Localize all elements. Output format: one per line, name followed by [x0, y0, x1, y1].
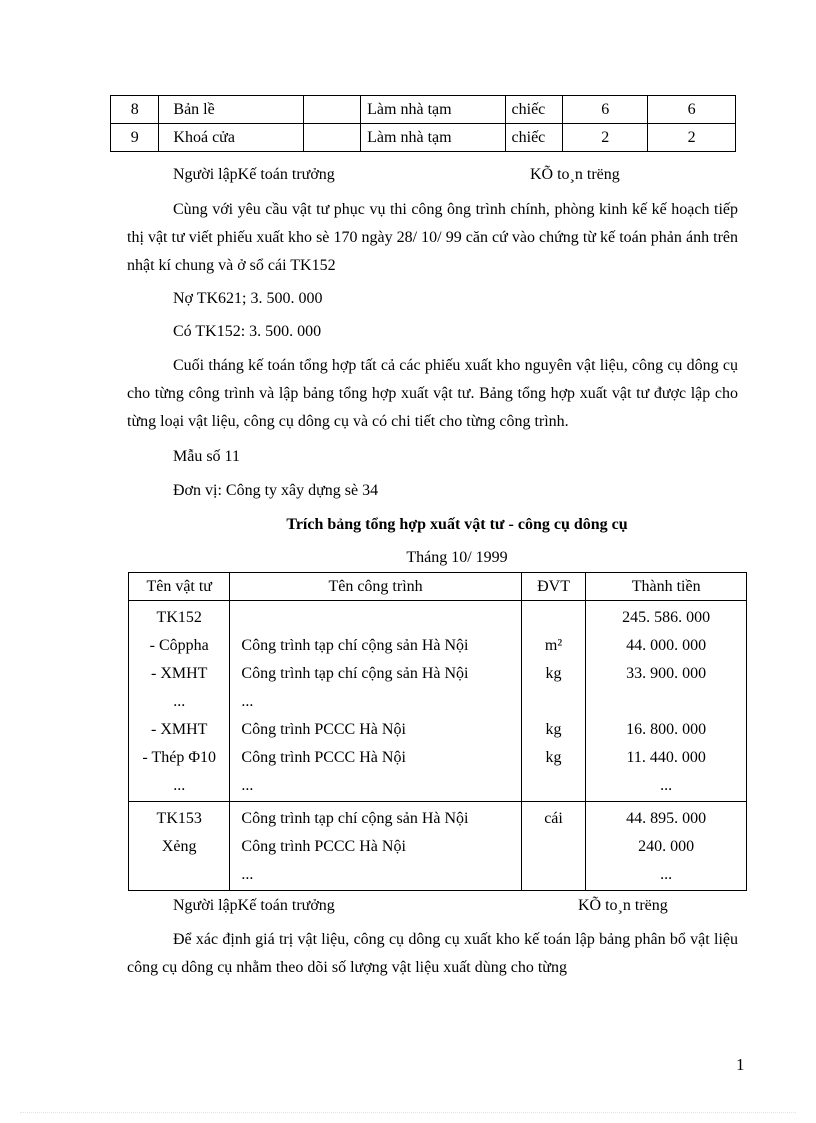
summary-line-project: Công trình PCCC Hà Nội: [241, 749, 406, 766]
cell-no: 9: [111, 124, 159, 152]
summary-line-item: ...: [173, 693, 186, 710]
summary-line-item: [129, 861, 229, 889]
summary-line-project: ...: [241, 693, 254, 710]
summary-cell-project: [230, 802, 521, 891]
summary-line-unit: [522, 688, 586, 716]
summary-table-body: [129, 601, 747, 891]
cell-q1: 2: [563, 124, 648, 152]
cell-q2: 6: [648, 96, 736, 124]
summary-line-item: - Thép Φ10: [142, 749, 217, 766]
summary-line-item: TK153: [156, 810, 202, 827]
summary-cell-unit: [521, 601, 586, 802]
signature-left-1: Người lậpKế toán trưởng: [173, 166, 335, 183]
summary-table-subtitle: Tháng 10/ 1999: [406, 549, 508, 566]
entry-debit: Nợ TK621; 3. 500. 000: [173, 290, 323, 307]
cell-name: Khoá cửa: [159, 124, 304, 152]
summary-line-project: [241, 604, 520, 632]
signature-right-1: KÕ to¸n trëng: [530, 166, 620, 183]
entry-credit: Có TK152: 3. 500. 000: [173, 323, 322, 340]
cell-unit: chiếc: [505, 124, 563, 152]
summary-line-item: - XMHT: [150, 721, 208, 738]
summary-line-amount: [586, 688, 746, 716]
header-amount: Thành tiền: [586, 573, 747, 601]
summary-line-project: Công trình PCCC Hà Nội: [241, 721, 406, 738]
summary-group-row: [129, 802, 747, 891]
summary-line-unit: [522, 833, 586, 861]
summary-line-unit: kg: [545, 721, 562, 738]
summary-line-item: - Côppha: [149, 637, 209, 654]
summary-line-unit: cái: [544, 810, 563, 827]
cell-name: Bản lề: [159, 96, 304, 124]
header-project: Tên công trình: [230, 573, 521, 601]
summary-cell-amount: [586, 802, 747, 891]
summary-cell-item: [129, 802, 230, 891]
paragraph-monthly-summary: Cuối tháng kế toán tổng hợp tất cả các phiếu xuất kho nguyên vật liệu, công cụ dông cụ cho từng công trình và lập bảng tổng hợp xuất vật tư. Bảng tổng hợp xuất vật tư được lập cho từng loại vật liệu, công cụ dông cụ và có chi tiết cho từng công trình.: [127, 357, 738, 430]
cell-blank: [303, 96, 360, 124]
summary-cell-item: [129, 601, 230, 802]
summary-line-amount: 11. 440. 000: [626, 749, 706, 766]
cell-use: Làm nhà tạm: [361, 96, 505, 124]
summary-line-item: TK152: [156, 609, 202, 626]
summary-line-amount: 245. 586. 000: [622, 609, 711, 626]
summary-line-amount: 16. 800. 000: [626, 721, 707, 738]
header-item: Tên vật tư: [129, 573, 230, 601]
summary-line-unit: [522, 604, 586, 632]
summary-line-amount: 44. 000. 000: [626, 637, 707, 654]
summary-cell-amount: [586, 601, 747, 802]
table-row: [111, 124, 736, 152]
materials-table: [110, 95, 736, 152]
summary-table-title: Trích bảng tổng hợp xuất vật tư - công cụ dông cụ: [286, 516, 628, 533]
summary-group-row: [129, 601, 747, 802]
header-unit: ĐVT: [521, 573, 586, 601]
summary-line-amount: 240. 000: [638, 838, 695, 855]
summary-line-project: Công trình tạp chí cộng sản Hà Nội: [241, 665, 469, 682]
summary-line-unit: m²: [544, 637, 563, 654]
table-row: [111, 96, 736, 124]
page-number: 1: [736, 1055, 745, 1074]
cell-q2: 2: [648, 124, 736, 152]
cell-q1: 6: [563, 96, 648, 124]
summary-table: [128, 572, 747, 891]
summary-line-project: Công trình tạp chí cộng sản Hà Nội: [241, 810, 469, 827]
cell-blank: [303, 124, 360, 152]
summary-table-header-row: [129, 573, 747, 601]
summary-line-amount: 44. 895. 000: [626, 810, 707, 827]
summary-line-project: ...: [241, 866, 254, 883]
form-number: Mẫu số 11: [173, 448, 240, 465]
summary-line-amount: ...: [660, 777, 673, 794]
summary-line-unit: [522, 861, 586, 889]
summary-cell-unit: [521, 802, 586, 891]
paragraph-allocation: Để xác định giá trị vật liệu, công cụ dông cụ xuất kho kế toán lập bảng phân bổ vật liệu công cụ dông cụ nhằm theo dõi số lượng vật liệu xuất dùng cho từng: [127, 931, 738, 976]
summary-line-amount: 33. 900. 000: [626, 665, 707, 682]
summary-line-project: ...: [241, 777, 254, 794]
summary-line-item: - XMHT: [150, 665, 208, 682]
summary-line-unit: kg: [545, 665, 562, 682]
summary-line-project: Công trình tạp chí cộng sản Hà Nội: [241, 637, 469, 654]
summary-line-unit: [522, 772, 586, 800]
paragraph-issue-slip: Cùng với yêu cầu vật tư phục vụ thi công ông trình chính, phòng kinh kế kế hoạch tiếp thị vật tư viết phiếu xuất kho sè 170 ngày 28/ 10/ 99 căn cứ vào chứng từ kế toán phản ánh trên nhật kí chung và ở sổ cái TK152: [127, 201, 738, 274]
summary-line-project: Công trình PCCC Hà Nội: [241, 838, 406, 855]
unit-name: Đơn vị: Công ty xây dựng sè 34: [173, 482, 379, 499]
summary-line-unit: kg: [545, 749, 562, 766]
materials-table-body: [111, 96, 736, 152]
summary-line-item: Xẻng: [161, 838, 197, 855]
signature-left-2: Người lậpKế toán trưởng: [173, 897, 335, 914]
cell-use: Làm nhà tạm: [361, 124, 505, 152]
signature-right-2: KÕ to¸n trëng: [578, 897, 668, 914]
summary-line-item: ...: [173, 777, 186, 794]
summary-cell-project: [230, 601, 521, 802]
page-bottom-edge: [20, 1112, 796, 1113]
cell-unit: chiếc: [505, 96, 563, 124]
cell-no: 8: [111, 96, 159, 124]
summary-line-amount: ...: [660, 866, 673, 883]
